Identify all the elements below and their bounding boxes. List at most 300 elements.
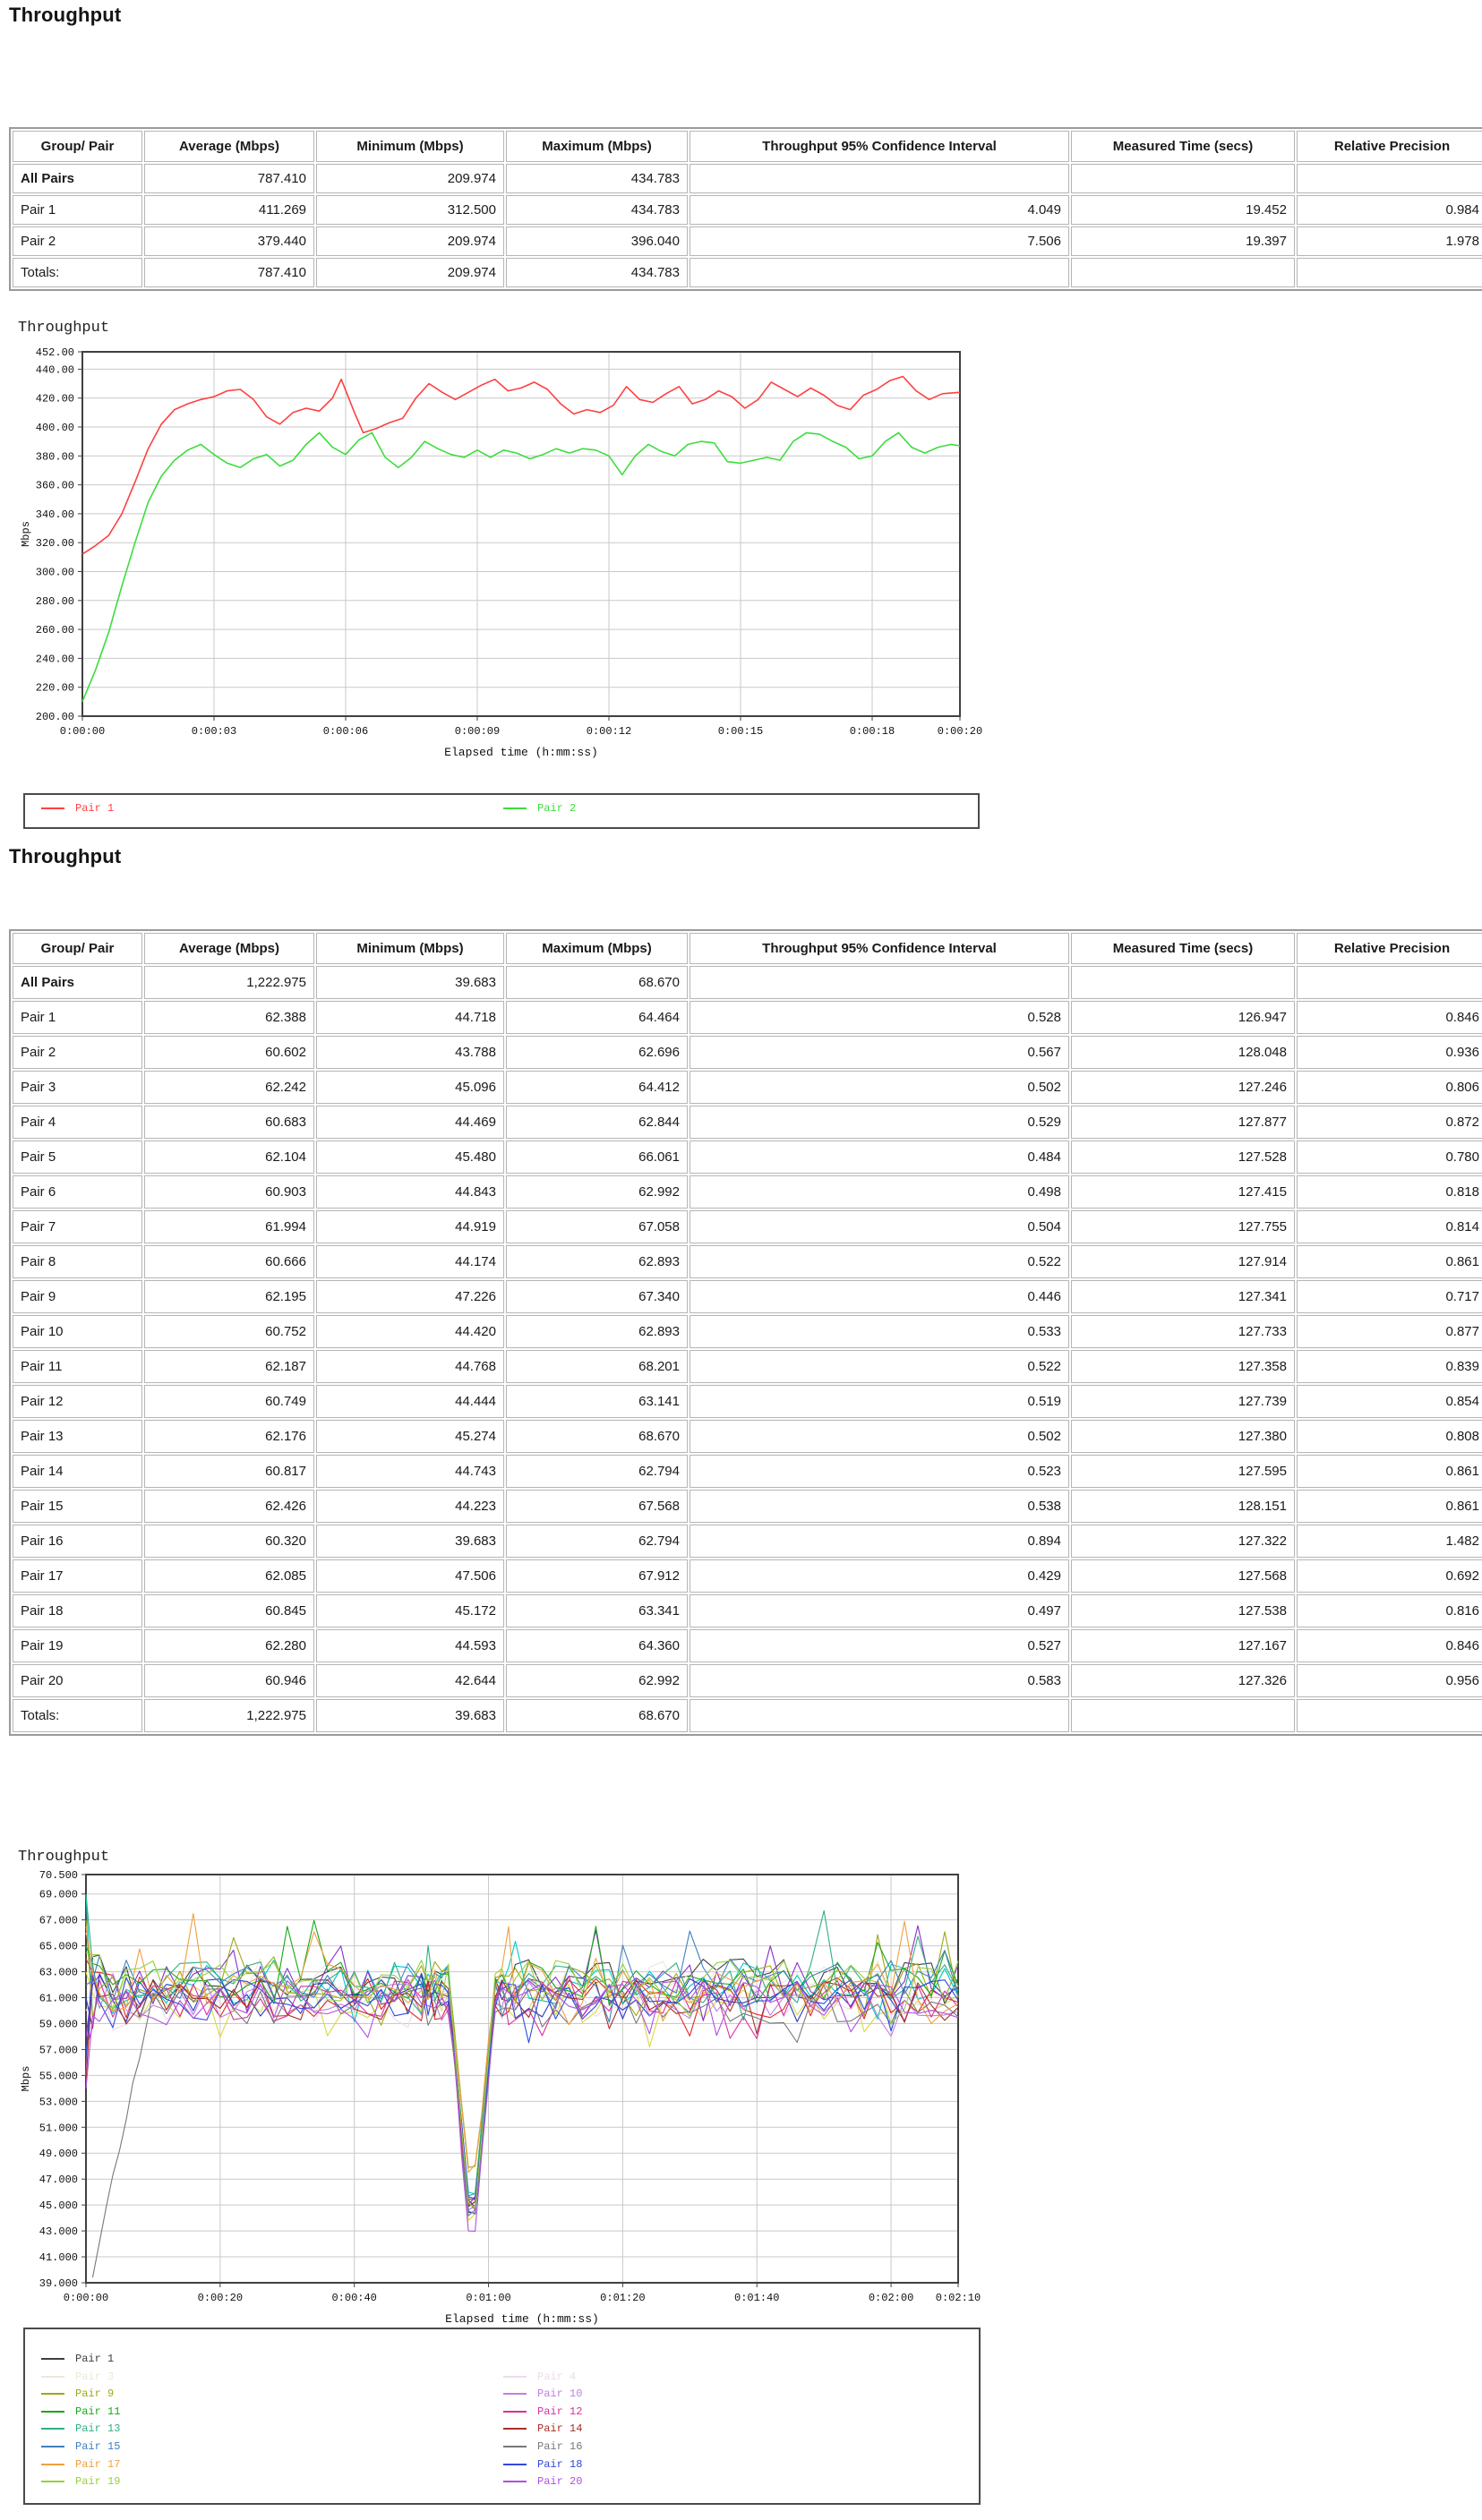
table-cell: 0.446 — [690, 1280, 1069, 1313]
svg-text:220.00: 220.00 — [35, 681, 74, 695]
row-label: Pair 16 — [13, 1525, 142, 1558]
svg-text:0:00:15: 0:00:15 — [717, 725, 764, 738]
table-cell: 0.533 — [690, 1315, 1069, 1348]
table-cell: 44.743 — [316, 1455, 504, 1488]
table-cell: 127.538 — [1071, 1594, 1295, 1627]
svg-text:260.00: 260.00 — [35, 624, 74, 637]
table-cell: 0.692 — [1297, 1559, 1482, 1593]
svg-text:0:01:20: 0:01:20 — [600, 2292, 646, 2304]
table-cell: 44.223 — [316, 1490, 504, 1523]
legend-row — [25, 2440, 979, 2456]
table-cell: 0.816 — [1297, 1594, 1482, 1627]
table-cell: 67.340 — [506, 1280, 688, 1313]
table-row — [13, 1280, 1482, 1313]
table-cell: 0.523 — [690, 1455, 1069, 1488]
row-label: Pair 15 — [13, 1490, 142, 1523]
table-cell: 434.783 — [506, 195, 688, 225]
series-pair-10 — [86, 1964, 958, 2209]
table-cell: 128.048 — [1071, 1036, 1295, 1069]
legend-line-swatch — [503, 807, 527, 809]
table-cell: 62.893 — [506, 1245, 688, 1278]
table-cell — [1297, 258, 1482, 287]
svg-text:320.00: 320.00 — [35, 537, 74, 551]
table-cell: 0.527 — [690, 1629, 1069, 1662]
legend-row — [25, 2371, 979, 2386]
legend-line-swatch — [503, 2428, 527, 2430]
row-label: Pair 17 — [13, 1559, 142, 1593]
series-pair-9 — [86, 1920, 958, 2168]
svg-text:0:02:00: 0:02:00 — [868, 2292, 914, 2304]
column-header: Maximum (Mbps) — [506, 933, 688, 964]
table-cell: 127.326 — [1071, 1664, 1295, 1697]
svg-text:420.00: 420.00 — [35, 392, 74, 406]
table-row — [13, 1106, 1482, 1139]
legend-label: Pair 9 — [75, 2388, 115, 2401]
table-cell: 44.768 — [316, 1350, 504, 1383]
table-row — [13, 1001, 1482, 1034]
table-row — [13, 1594, 1482, 1627]
table-cell: 209.974 — [316, 226, 504, 256]
table-cell: 0.806 — [1297, 1071, 1482, 1104]
table-header-row — [13, 131, 1482, 162]
table-row — [13, 1210, 1482, 1243]
table-cell: 44.919 — [316, 1210, 504, 1243]
table-cell: 0.861 — [1297, 1455, 1482, 1488]
table-cell: 0.497 — [690, 1594, 1069, 1627]
legend-line-swatch — [41, 2393, 64, 2395]
table-cell: 1.482 — [1297, 1525, 1482, 1558]
legend-item — [41, 2458, 120, 2471]
legend-row — [25, 802, 978, 817]
legend-item — [503, 2388, 582, 2400]
table-cell: 0.846 — [1297, 1001, 1482, 1034]
legend-label: Pair 18 — [537, 2457, 583, 2471]
svg-text:59.000: 59.000 — [39, 2018, 78, 2031]
table-cell: 0.818 — [1297, 1175, 1482, 1209]
table-cell: 127.568 — [1071, 1559, 1295, 1593]
table-row — [13, 1175, 1482, 1209]
table-cell — [1071, 258, 1295, 287]
series-pair-11 — [86, 1920, 958, 2206]
column-header: Average (Mbps) — [144, 131, 314, 162]
table-cell: 7.506 — [690, 226, 1069, 256]
table-cell: 127.246 — [1071, 1071, 1295, 1104]
svg-text:0:02:10: 0:02:10 — [935, 2292, 981, 2304]
column-header: Group/ Pair — [13, 131, 142, 162]
svg-text:57.000: 57.000 — [39, 2044, 78, 2057]
table-cell: 0.984 — [1297, 195, 1482, 225]
table-cell — [1297, 164, 1482, 193]
table-header-row — [13, 933, 1482, 964]
table-row — [13, 1036, 1482, 1069]
table-cell: 0.894 — [690, 1525, 1069, 1558]
svg-text:440.00: 440.00 — [35, 363, 74, 377]
svg-text:0:01:40: 0:01:40 — [734, 2292, 780, 2304]
svg-text:Throughput: Throughput — [18, 1849, 110, 1866]
svg-text:45.000: 45.000 — [39, 2200, 78, 2213]
table-row — [13, 258, 1482, 287]
table-cell: 0.861 — [1297, 1245, 1482, 1278]
legend-line-swatch — [503, 2464, 527, 2465]
legend-line-swatch — [41, 2411, 64, 2413]
table-cell: 47.226 — [316, 1280, 504, 1313]
legend-label: Pair 19 — [75, 2475, 121, 2489]
legend-line-swatch — [41, 2428, 64, 2430]
table-cell: 42.644 — [316, 1664, 504, 1697]
svg-text:0:00:40: 0:00:40 — [331, 2292, 377, 2304]
table-cell: 0.956 — [1297, 1664, 1482, 1697]
table-row — [13, 1629, 1482, 1662]
svg-text:0:00:20: 0:00:20 — [197, 2292, 244, 2304]
chart-legend-2 — [23, 2328, 981, 2505]
table-cell: 127.877 — [1071, 1106, 1295, 1139]
table-cell: 39.683 — [316, 1699, 504, 1732]
column-header: Minimum (Mbps) — [316, 933, 504, 964]
legend-item — [41, 2353, 114, 2365]
table-cell: 44.593 — [316, 1629, 504, 1662]
series-pair-5 — [86, 1895, 958, 2193]
legend-item — [503, 2440, 582, 2453]
series-pair-3 — [86, 1933, 958, 2203]
table-cell: 434.783 — [506, 164, 688, 193]
legend-line-swatch — [41, 2464, 64, 2465]
table-cell: 62.992 — [506, 1175, 688, 1209]
legend-item — [503, 2405, 582, 2418]
table-cell: 44.469 — [316, 1106, 504, 1139]
svg-text:53.000: 53.000 — [39, 2096, 78, 2109]
legend-row — [25, 2475, 979, 2490]
table-cell: 60.749 — [144, 1385, 314, 1418]
table-cell — [1071, 966, 1295, 999]
table-row — [13, 1245, 1482, 1278]
table-row — [13, 1420, 1482, 1453]
table-cell: 62.794 — [506, 1525, 688, 1558]
legend-item — [41, 2475, 120, 2488]
svg-text:67.000: 67.000 — [39, 1914, 78, 1927]
row-label: Pair 7 — [13, 1210, 142, 1243]
svg-text:Mbps: Mbps — [20, 2065, 32, 2092]
table-cell: 44.718 — [316, 1001, 504, 1034]
legend-label: Pair 1 — [75, 2353, 115, 2365]
table-cell — [690, 966, 1069, 999]
table-cell: 127.595 — [1071, 1455, 1295, 1488]
table-row — [13, 1315, 1482, 1348]
table-cell: 62.794 — [506, 1455, 688, 1488]
table-cell: 45.274 — [316, 1420, 504, 1453]
table-cell: 63.141 — [506, 1385, 688, 1418]
svg-text:300.00: 300.00 — [35, 566, 74, 579]
page-title: Throughput — [9, 4, 122, 26]
table-cell: 1,222.975 — [144, 966, 314, 999]
table-cell: 62.696 — [506, 1036, 688, 1069]
svg-text:47.000: 47.000 — [39, 2174, 78, 2187]
svg-text:51.000: 51.000 — [39, 2122, 78, 2135]
legend-label: Pair 10 — [537, 2388, 583, 2401]
legend-line-swatch — [503, 2446, 527, 2447]
svg-text:70.500: 70.500 — [39, 1869, 78, 1882]
table-cell: 787.410 — [144, 164, 314, 193]
row-label: Pair 18 — [13, 1594, 142, 1627]
svg-text:240.00: 240.00 — [35, 653, 74, 666]
column-header: Measured Time (secs) — [1071, 933, 1295, 964]
svg-text:0:00:03: 0:00:03 — [191, 725, 237, 738]
legend-item — [503, 2458, 582, 2471]
table-cell: 127.914 — [1071, 1245, 1295, 1278]
table-cell: 396.040 — [506, 226, 688, 256]
row-label: Pair 20 — [13, 1664, 142, 1697]
legend-row — [25, 2405, 979, 2421]
table-cell — [1297, 966, 1482, 999]
table-cell: 0.498 — [690, 1175, 1069, 1209]
throughput-summary-table-1 — [9, 127, 1482, 291]
svg-text:Elapsed time (h:mm:ss): Elapsed time (h:mm:ss) — [444, 746, 598, 759]
table-cell: 379.440 — [144, 226, 314, 256]
svg-text:0:00:06: 0:00:06 — [322, 725, 369, 738]
svg-text:380.00: 380.00 — [35, 450, 74, 464]
table-cell: 0.872 — [1297, 1106, 1482, 1139]
table-cell: 0.429 — [690, 1559, 1069, 1593]
table-cell: 127.733 — [1071, 1315, 1295, 1348]
table-cell: 19.452 — [1071, 195, 1295, 225]
row-label: Pair 1 — [13, 195, 142, 225]
table-cell — [690, 164, 1069, 193]
svg-text:360.00: 360.00 — [35, 479, 74, 492]
row-label: Pair 2 — [13, 1036, 142, 1069]
row-label: Totals: — [13, 1699, 142, 1732]
svg-text:280.00: 280.00 — [35, 594, 74, 608]
table-cell: 60.683 — [144, 1106, 314, 1139]
table-cell: 0.861 — [1297, 1490, 1482, 1523]
table-cell: 62.426 — [144, 1490, 314, 1523]
table-cell: 62.893 — [506, 1315, 688, 1348]
legend-line-swatch — [41, 2376, 64, 2378]
legend-line-swatch — [41, 2358, 64, 2360]
legend-label: Pair 16 — [537, 2440, 583, 2453]
table-row — [13, 226, 1482, 256]
table-cell: 0.522 — [690, 1350, 1069, 1383]
table-cell: 0.808 — [1297, 1420, 1482, 1453]
row-label: Pair 10 — [13, 1315, 142, 1348]
table-row — [13, 1385, 1482, 1418]
legend-line-swatch — [503, 2376, 527, 2378]
legend-item — [41, 802, 114, 815]
table-cell: 60.320 — [144, 1525, 314, 1558]
row-label: Pair 13 — [13, 1420, 142, 1453]
table-cell: 127.739 — [1071, 1385, 1295, 1418]
table-cell: 411.269 — [144, 195, 314, 225]
table-cell: 127.380 — [1071, 1420, 1295, 1453]
svg-text:69.000: 69.000 — [39, 1888, 78, 1901]
table-cell — [1071, 164, 1295, 193]
table-cell: 127.167 — [1071, 1629, 1295, 1662]
svg-text:0:00:20: 0:00:20 — [937, 725, 983, 738]
table-cell: 127.341 — [1071, 1280, 1295, 1313]
legend-line-swatch — [503, 2411, 527, 2413]
legend-row — [25, 2458, 979, 2473]
table-cell: 0.504 — [690, 1210, 1069, 1243]
row-label: Pair 8 — [13, 1245, 142, 1278]
table-cell: 0.529 — [690, 1106, 1069, 1139]
table-cell: 0.538 — [690, 1490, 1069, 1523]
row-label: Pair 4 — [13, 1106, 142, 1139]
table-row — [13, 1664, 1482, 1697]
svg-text:400.00: 400.00 — [35, 421, 74, 434]
table-cell: 60.903 — [144, 1175, 314, 1209]
table-cell: 60.946 — [144, 1664, 314, 1697]
legend-item — [41, 2405, 120, 2418]
legend-item — [503, 2475, 582, 2488]
row-label: Pair 9 — [13, 1280, 142, 1313]
table-cell: 67.058 — [506, 1210, 688, 1243]
table-cell: 44.444 — [316, 1385, 504, 1418]
column-header: Maximum (Mbps) — [506, 131, 688, 162]
table-cell: 67.912 — [506, 1559, 688, 1593]
svg-text:0:00:00: 0:00:00 — [63, 2292, 109, 2304]
series-pair-18 — [86, 1974, 958, 2200]
table-row — [13, 164, 1482, 193]
table-row — [13, 1071, 1482, 1104]
table-cell: 39.683 — [316, 1525, 504, 1558]
row-label: Pair 3 — [13, 1071, 142, 1104]
table-cell: 127.528 — [1071, 1140, 1295, 1174]
row-label: Pair 11 — [13, 1350, 142, 1383]
table-row — [13, 195, 1482, 225]
legend-label: Pair 4 — [537, 2370, 577, 2383]
table-cell: 62.195 — [144, 1280, 314, 1313]
column-header: Measured Time (secs) — [1071, 131, 1295, 162]
legend-label: Pair 2 — [537, 802, 577, 815]
series-pair-15 — [86, 1931, 958, 2214]
svg-text:0:00:09: 0:00:09 — [454, 725, 501, 738]
throughput-chart-1 — [9, 312, 998, 773]
table-cell: 0.583 — [690, 1664, 1069, 1697]
table-cell: 62.187 — [144, 1350, 314, 1383]
table-cell: 39.683 — [316, 966, 504, 999]
svg-text:39.000: 39.000 — [39, 2277, 78, 2290]
table-row — [13, 1455, 1482, 1488]
table-cell: 68.670 — [506, 1420, 688, 1453]
table-cell: 47.506 — [316, 1559, 504, 1593]
table-cell: 19.397 — [1071, 226, 1295, 256]
legend-line-swatch — [41, 2481, 64, 2482]
table-cell: 0.814 — [1297, 1210, 1482, 1243]
table-cell: 787.410 — [144, 258, 314, 287]
legend-line-swatch — [503, 2481, 527, 2482]
legend-item — [41, 2388, 114, 2400]
table-cell: 62.844 — [506, 1106, 688, 1139]
table-cell: 0.717 — [1297, 1280, 1482, 1313]
legend-row — [25, 2422, 979, 2438]
table-cell: 0.877 — [1297, 1315, 1482, 1348]
table-cell: 0.522 — [690, 1245, 1069, 1278]
page-title-2: Throughput — [9, 845, 122, 867]
table-cell: 0.528 — [690, 1001, 1069, 1034]
svg-text:200.00: 200.00 — [35, 711, 74, 723]
legend-item — [503, 802, 576, 815]
legend-item — [503, 2371, 576, 2383]
table-cell: 127.755 — [1071, 1210, 1295, 1243]
table-cell: 45.480 — [316, 1140, 504, 1174]
svg-text:63.000: 63.000 — [39, 1966, 78, 1979]
table-cell: 0.502 — [690, 1420, 1069, 1453]
series-pair-13 — [86, 1894, 958, 2196]
row-label: Pair 2 — [13, 226, 142, 256]
column-header: Minimum (Mbps) — [316, 131, 504, 162]
table-cell: 66.061 — [506, 1140, 688, 1174]
table-cell: 1,222.975 — [144, 1699, 314, 1732]
table-cell: 434.783 — [506, 258, 688, 287]
legend-label: Pair 1 — [75, 802, 115, 815]
legend-label: Pair 20 — [537, 2475, 583, 2489]
table-cell: 0.519 — [690, 1385, 1069, 1418]
table-cell: 63.341 — [506, 1594, 688, 1627]
legend-line-swatch — [503, 2393, 527, 2395]
table-row — [13, 1525, 1482, 1558]
table-cell: 0.502 — [690, 1071, 1069, 1104]
table-cell: 0.854 — [1297, 1385, 1482, 1418]
table-cell — [690, 258, 1069, 287]
legend-label: Pair 17 — [75, 2457, 121, 2471]
svg-text:0:00:12: 0:00:12 — [586, 725, 632, 738]
svg-text:Elapsed time (h:mm:ss): Elapsed time (h:mm:ss) — [445, 2312, 599, 2326]
table-row — [13, 1140, 1482, 1174]
svg-text:61.000: 61.000 — [39, 1992, 78, 2005]
table-cell: 44.843 — [316, 1175, 504, 1209]
table-row — [13, 966, 1482, 999]
table-cell: 68.670 — [506, 1699, 688, 1732]
table-cell: 127.322 — [1071, 1525, 1295, 1558]
row-label: Pair 19 — [13, 1629, 142, 1662]
table-cell: 62.085 — [144, 1559, 314, 1593]
table-cell: 209.974 — [316, 258, 504, 287]
column-header: Relative Precision — [1297, 933, 1482, 964]
table-cell: 0.936 — [1297, 1036, 1482, 1069]
table-cell: 0.484 — [690, 1140, 1069, 1174]
row-label: Pair 14 — [13, 1455, 142, 1488]
table-cell: 62.104 — [144, 1140, 314, 1174]
series-pair-17 — [86, 1914, 958, 2173]
table-cell: 61.994 — [144, 1210, 314, 1243]
svg-text:Throughput: Throughput — [18, 320, 110, 337]
table-cell: 62.280 — [144, 1629, 314, 1662]
svg-text:340.00: 340.00 — [35, 508, 74, 521]
legend-item — [41, 2422, 120, 2435]
table-cell: 127.358 — [1071, 1350, 1295, 1383]
table-cell: 45.096 — [316, 1071, 504, 1104]
table-row — [13, 1699, 1482, 1732]
table-cell: 126.947 — [1071, 1001, 1295, 1034]
svg-text:0:01:00: 0:01:00 — [466, 2292, 511, 2304]
series-pair-20 — [86, 1979, 958, 2231]
legend-label: Pair 13 — [75, 2422, 121, 2436]
table-cell: 312.500 — [316, 195, 504, 225]
table-cell: 64.412 — [506, 1071, 688, 1104]
legend-row — [25, 2353, 979, 2368]
row-label: All Pairs — [13, 164, 142, 193]
table-row — [13, 1490, 1482, 1523]
legend-item — [41, 2440, 120, 2453]
svg-text:55.000: 55.000 — [39, 2070, 78, 2083]
column-header: Throughput 95% Confidence Interval — [690, 933, 1069, 964]
table-cell — [1071, 1699, 1295, 1732]
table-cell: 0.839 — [1297, 1350, 1482, 1383]
legend-line-swatch — [41, 2446, 64, 2447]
row-label: All Pairs — [13, 966, 142, 999]
legend-label: Pair 14 — [537, 2422, 583, 2436]
table-cell: 127.415 — [1071, 1175, 1295, 1209]
table-cell: 0.567 — [690, 1036, 1069, 1069]
table-cell: 60.752 — [144, 1315, 314, 1348]
